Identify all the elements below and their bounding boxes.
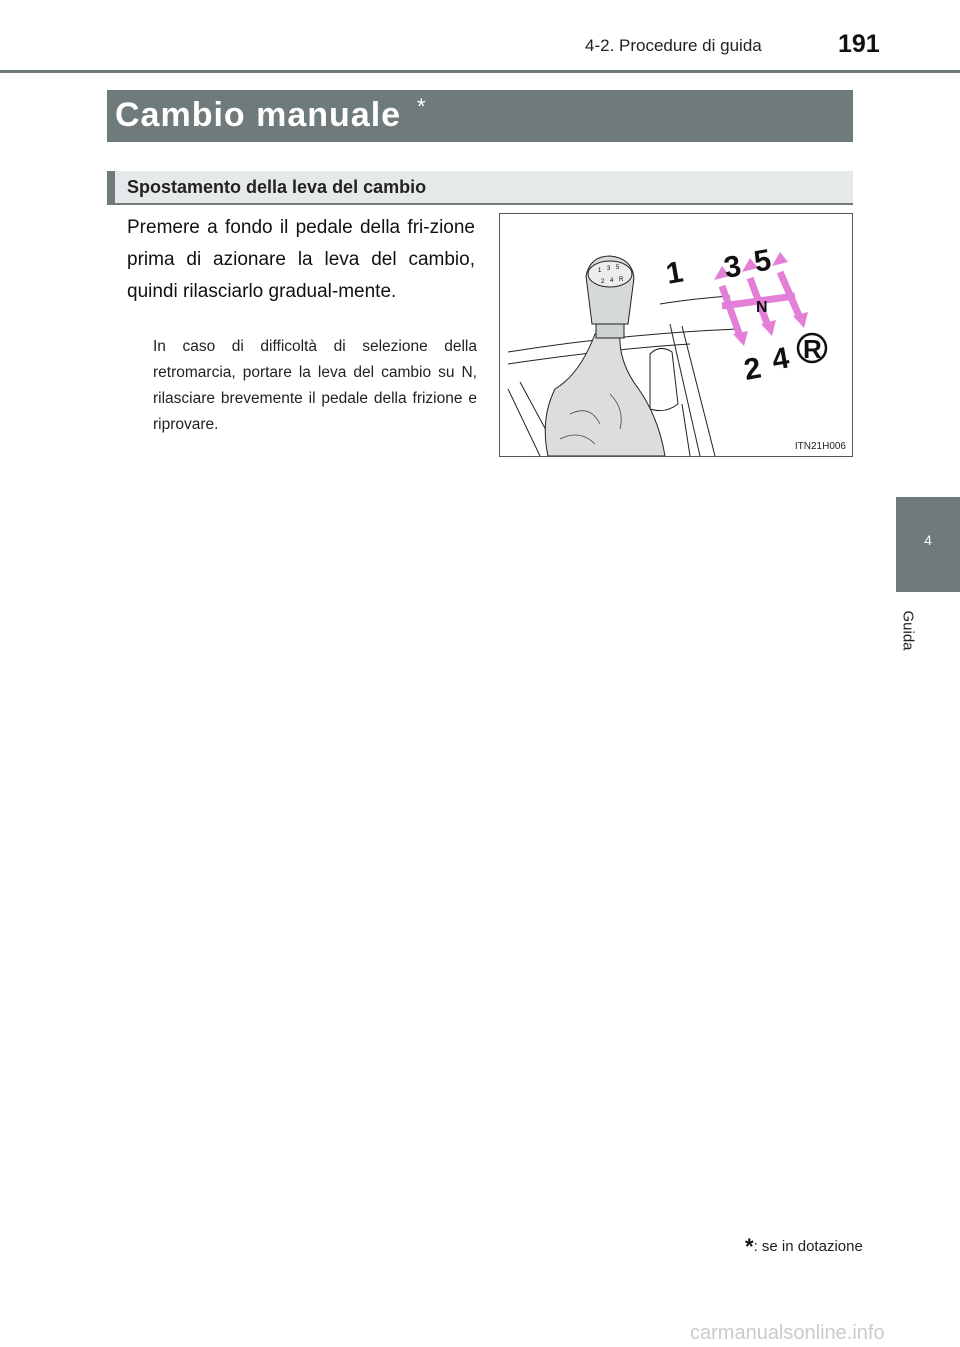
knob-gear-1: 1	[598, 268, 602, 274]
gear-label-r: R	[803, 334, 822, 364]
title-asterisk: *	[417, 94, 426, 119]
footnote-text: : se in dotazione	[753, 1238, 863, 1255]
footnote	[745, 1234, 863, 1260]
subsection-accent	[107, 171, 115, 203]
main-instruction: Premere a fondo il pedale della fri-zione prima di azionare la leva del cambio, quindi rilasciarlo gradual-mente.	[127, 217, 475, 302]
knob-gear-2: 2	[601, 279, 605, 285]
reverse-note: In caso di difficoltà di selezione della retromarcia, portare la leva del cambio su N, rilasciare brevemente il pedale della frizione e riprovare.	[153, 338, 477, 433]
chapter-number: 4	[924, 532, 932, 548]
section-header: 4-2. Procedure di guida	[585, 36, 762, 55]
chapter-tab	[896, 497, 960, 592]
gear-shift-figure	[499, 213, 853, 457]
gear-shift-illustration	[500, 214, 852, 456]
watermark: carmanualsonline.info	[690, 1322, 885, 1344]
gear-label-2: 2	[741, 351, 764, 387]
subsection-title: Spostamento della leva del cambio	[127, 177, 427, 197]
page-title: Cambio manuale	[115, 96, 402, 134]
header-rule	[0, 70, 960, 73]
chapter-label: Guida	[899, 610, 917, 651]
knob-gear-4: 4	[610, 278, 614, 284]
gear-label-n: N	[756, 299, 768, 316]
page-number: 191	[838, 30, 880, 58]
knob-gear-3: 3	[607, 266, 611, 272]
subsection-bar	[107, 171, 853, 205]
knob-gear-r: R	[619, 277, 624, 283]
page-title-bar	[107, 90, 853, 142]
figure-code: ITN21H006	[794, 441, 846, 452]
gear-label-5: 5	[751, 243, 774, 279]
gear-label-3: 3	[721, 249, 744, 285]
gear-label-4: 4	[769, 341, 792, 377]
footnote-asterisk: *	[745, 1234, 754, 1259]
knob-gear-5: 5	[616, 265, 620, 271]
chapter-label-wrap	[899, 600, 926, 660]
gear-label-1: 1	[663, 255, 686, 291]
